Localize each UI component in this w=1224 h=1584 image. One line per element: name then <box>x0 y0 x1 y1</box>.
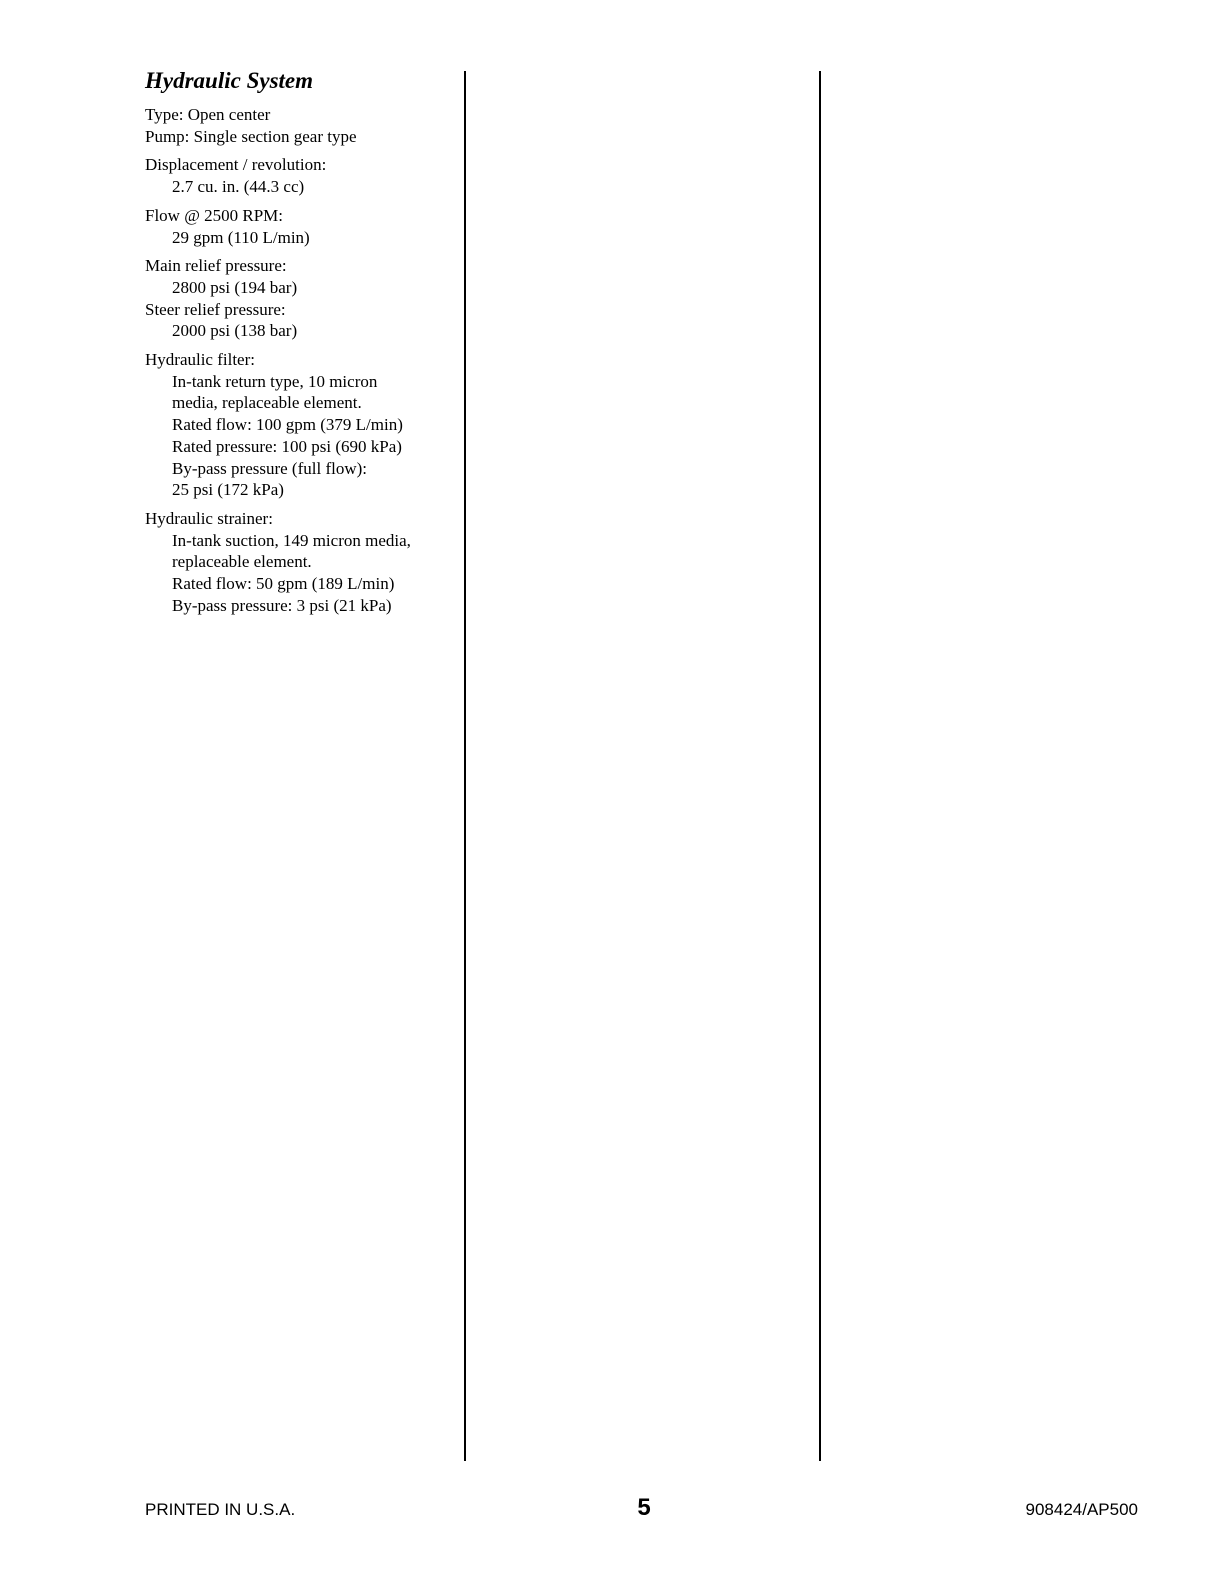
footer-document-id: 908424/AP500 <box>1025 1500 1138 1519</box>
spec-hydraulic-filter <box>145 349 445 501</box>
flow-value: 29 gpm (110 L/min) <box>172 227 310 247</box>
strainer-line: replaceable element. <box>172 552 312 572</box>
spec-type-pump <box>145 104 445 147</box>
column-divider <box>464 71 466 1461</box>
main-relief-label: Main relief pressure: <box>145 256 287 276</box>
strainer-line: In-tank suction, 149 micron media, <box>172 530 411 550</box>
displacement-label: Displacement / revolution: <box>145 155 327 175</box>
flow-label: Flow @ 2500 RPM: <box>145 205 283 225</box>
spec-pump: Pump: Single section gear type <box>145 126 357 146</box>
steer-relief-label: Steer relief pressure: <box>145 299 286 319</box>
spec-flow <box>145 205 445 248</box>
spec-relief-pressures <box>145 255 445 342</box>
filter-line: 25 psi (172 kPa) <box>172 480 284 500</box>
filter-label: Hydraulic filter: <box>145 350 255 370</box>
filter-line: By-pass pressure (full flow): <box>172 458 367 478</box>
column-divider <box>819 71 821 1461</box>
left-column <box>145 66 445 623</box>
strainer-label: Hydraulic strainer: <box>145 508 273 528</box>
spec-displacement <box>145 154 445 197</box>
section-title: Hydraulic System <box>145 68 314 93</box>
filter-line: media, replaceable element. <box>172 393 362 413</box>
spec-hydraulic-strainer <box>145 508 445 617</box>
strainer-line: By-pass pressure: 3 psi (21 kPa) <box>172 595 392 615</box>
page-number: 5 <box>637 1494 651 1521</box>
filter-line: Rated pressure: 100 psi (690 kPa) <box>172 436 402 456</box>
filter-line: In-tank return type, 10 micron <box>172 371 378 391</box>
main-relief-value: 2800 psi (194 bar) <box>172 277 298 297</box>
strainer-line: Rated flow: 50 gpm (189 L/min) <box>172 574 395 594</box>
footer-printed-in: PRINTED IN U.S.A. <box>145 1500 296 1519</box>
filter-line: Rated flow: 100 gpm (379 L/min) <box>172 415 403 435</box>
spec-type: Type: Open center <box>145 105 271 124</box>
steer-relief-value: 2000 psi (138 bar) <box>172 321 298 341</box>
displacement-value: 2.7 cu. in. (44.3 cc) <box>172 177 305 197</box>
